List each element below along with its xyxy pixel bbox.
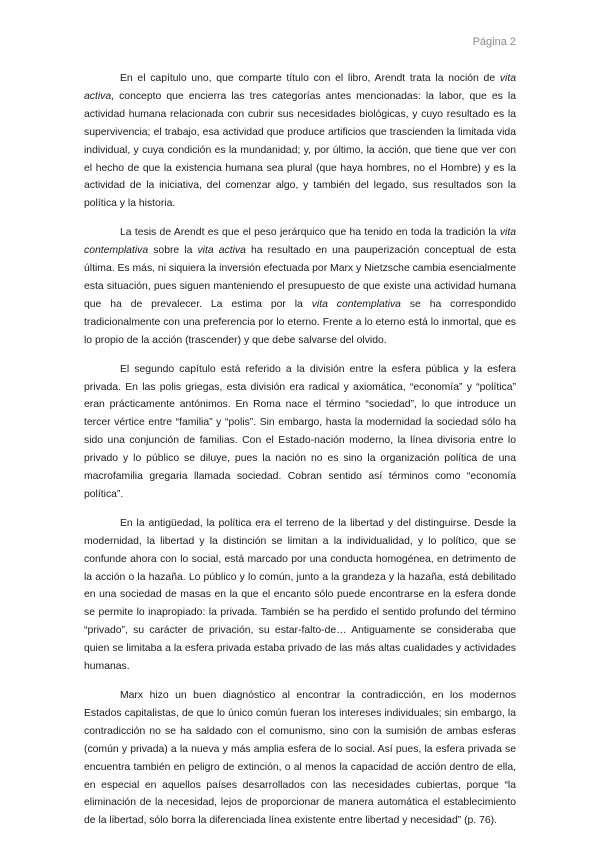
italic-term: vita activa	[84, 73, 516, 102]
paragraph-text: En la antigüedad, la política era el terreno de la libertad y del distinguirse. Desde la modernidad, la libertad y la distinción se limitan a la individualidad, y lo político, que se confunde ahora con lo social, está marcado por una conducta homogénea, en detrimento de la acción o la hazaña. Lo público y lo común, junto a la grandeza y la hazaña, está debilitado en una sociedad de masas en la que el encanto sólo puede encontrarse en la esfera donde se permite lo inapropiado: la privada. También se ha perdido el sentido profundo del término “privado”, su carácter de privación, su estar-falto-de… Antiguamente se consideraba que quien se limitaba a la esfera privada estaba privado de las más altas cualidades y actividades humanas.	[84, 517, 516, 673]
page-number: Página 2	[472, 36, 516, 48]
paragraph-text: En el capítulo uno, que comparte título con el libro, Arendt trata la noción de	[120, 73, 500, 84]
paragraph-4	[84, 515, 516, 676]
paragraph-text: sobre la	[148, 245, 198, 257]
paragraph-text: , concepto que encierra las tres categorías antes mencionadas: la labor, que es la actividad humana relacionada con cubrir sus necesidades biológicas, y cuyo resultado es la supervivencia; el trabajo, esa actividad que produce artificios que trascienden la limitada vida individual, y cuya condición es la mundanidad; y, por último, la acción, que tiene que ver con el hecho de que la existencia humana sea plural (que haya hombres, no el Hombre) y es la actividad de la iniciativa, del comenzar algo, y también del legado, sus resultados son la política y la historia.	[84, 90, 516, 210]
paragraph-2	[84, 224, 516, 349]
paragraph-text: El segundo capítulo está referido a la división entre la esfera pública y la esfera privada. En las polis griegas, esta división era radical y axiomática, “economía” y “política” eran prácticamente antónimos. En Roma nace el término “sociedad”, lo que introduce un tercer vértice entre “familia” y “polis”. Sin embargo, hasta la modernidad la sociedad sólo ha sido una conjunción de familias. Con el Estado-nación moderno, la línea divisoria entre lo privado y lo público se diluye, pues la nación no es sino la organización política de una macrofamilia gregaria llamada sociedad. Cobran sentido así términos como “economía política”.	[84, 363, 516, 500]
paragraph-5	[84, 687, 516, 830]
paragraph-1	[84, 70, 516, 213]
italic-term: vita contemplativa	[84, 227, 516, 257]
paragraph-text: se ha correspondido tradicionalmente con una preferencia por lo eterno. Frente a lo eterno está lo inmortal, que es lo propio de la acción (trascender) y que debe salvarse del olvido.	[84, 298, 516, 346]
paragraph-3	[84, 361, 516, 504]
document-body	[84, 70, 516, 841]
italic-term: vita contemplativa	[311, 298, 401, 310]
paragraph-text: Marx hizo un buen diagnóstico al encontrar la contradicción, en los modernos Estados capitalistas, de que lo único común fueran los intereses individuales; sin embargo, la contradicción no se ha saldado con el comunismo, sino con la sumisión de ambas esferas (común y privada) a la nueva y más amplia esfera de lo social. Así pues, la esfera privada se encuentra también en peligro de extinción, o al menos la capacidad de acción dentro de ella, en especial en aquellos países desarrollados con las necesidades cubiertas, porque “la eliminación de la necesidad, lejos de proporcionar de manera automática el establecimiento de la libertad, sólo borra la diferenciada línea existente entre libertad y necesidad” (p. 76).	[84, 690, 516, 827]
italic-term: vita activa	[197, 245, 246, 257]
paragraph-text: La tesis de Arendt es que el peso jerárquico que ha tenido en toda la tradición la	[120, 227, 500, 239]
paragraph-text: ha resultado en una pauperización conceptual de esta última. Es más, ni siquiera la inversión efectuada por Marx y Nietzsche cambia esencialmente esta situación, pues siguen manteniendo el presupuesto de que existe una actividad humana que ha de prevalecer. La estima por la	[84, 245, 516, 310]
